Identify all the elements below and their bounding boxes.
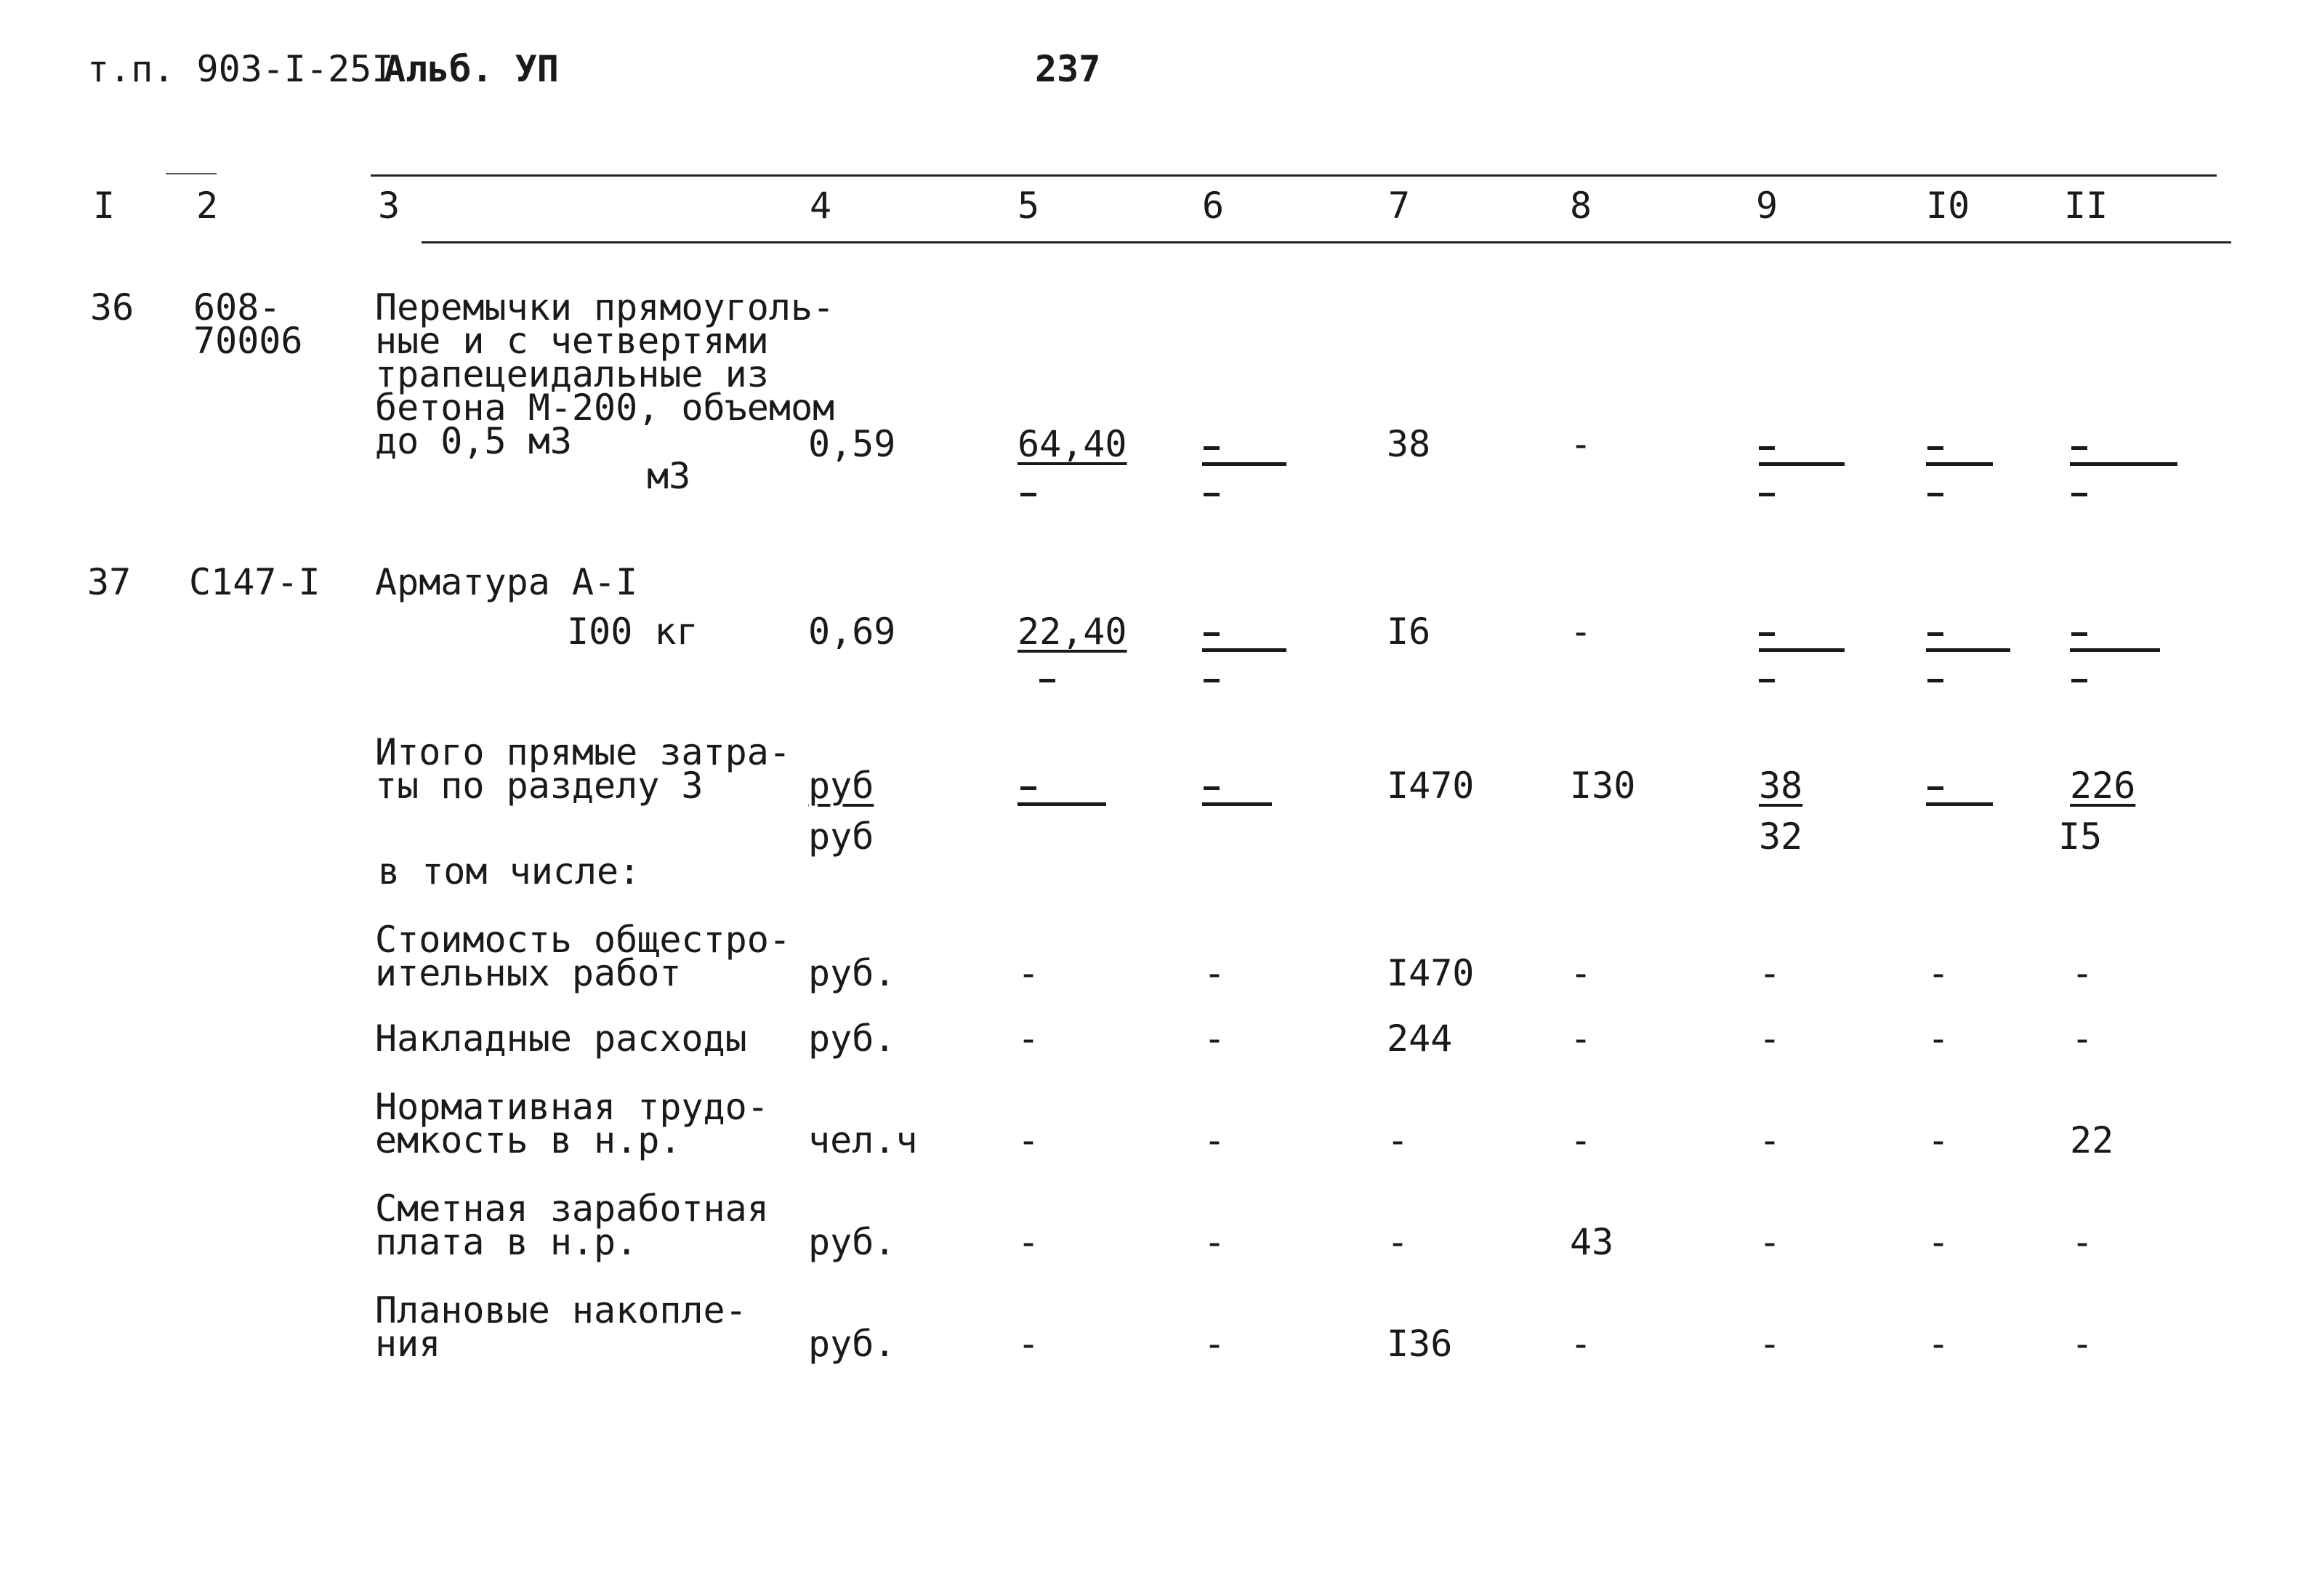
row-37-col11-dash-bottom [2071, 679, 2087, 682]
row-36-col9-dash-top [1759, 446, 1775, 450]
wages-col6: - [1204, 1221, 1226, 1263]
general-unit: руб. [808, 952, 896, 994]
total-col10-rule [1926, 802, 1993, 806]
row-37-col6-dash-bottom [1204, 679, 1220, 682]
album-label: Альб. УП [384, 48, 559, 90]
total-unit-top: руб [808, 765, 874, 807]
row-36-unit: м3 [647, 455, 691, 497]
savings-col7: I36 [1387, 1323, 1453, 1365]
row-37-col9-dash-bottom [1759, 679, 1775, 682]
general-col8: - [1570, 952, 1592, 994]
column-header-11: II [2064, 185, 2108, 227]
row-36-col5-value: 64,40 [1017, 423, 1127, 465]
total-col9-bottom: 32 [1759, 815, 1803, 858]
general-col11: - [2071, 952, 2094, 994]
savings-col11: - [2071, 1323, 2094, 1365]
row-37-desc: Арматура А-I [375, 561, 638, 603]
row-36-col10-rule [1926, 462, 1993, 466]
row-36-col6-dash-top [1204, 446, 1220, 450]
total-col6-dash [1204, 786, 1220, 790]
row-37-col9-dash-top [1759, 632, 1775, 636]
row-36-col11-dash-bottom [2071, 493, 2087, 496]
general-desc-line2: ительных работ [375, 952, 682, 994]
total-col11-bottom: I5 [2058, 815, 2103, 858]
row-36-col10-dash-bottom [1927, 493, 1943, 496]
total-col5-dash [1020, 786, 1036, 790]
wages-desc-line1: Сметная заработная [375, 1188, 769, 1230]
column-header-4: 4 [810, 185, 832, 227]
total-col6-rule [1202, 802, 1272, 806]
row-37-col7-value: I6 [1387, 610, 1431, 653]
overhead-unit: руб. [808, 1017, 896, 1060]
overhead-col8: - [1570, 1017, 1592, 1060]
total-col10-dash [1927, 786, 1943, 790]
row-36-col9-dash-bottom [1759, 493, 1775, 496]
column-header-5: 5 [1017, 185, 1040, 227]
row-37-col8-value: - [1570, 610, 1592, 653]
overhead-col10: - [1927, 1017, 1950, 1060]
labor-col11: 22 [2070, 1119, 2114, 1161]
row-36-code-line1: 608- [193, 286, 281, 329]
wages-col9: - [1759, 1221, 1781, 1263]
general-col6: - [1204, 952, 1226, 994]
overhead-col9: - [1759, 1017, 1781, 1060]
column-header-10: I0 [1926, 185, 1970, 227]
labor-unit: чел.ч [808, 1119, 918, 1161]
general-col9: - [1759, 952, 1781, 994]
column-header-3: 3 [378, 185, 400, 227]
row-37-col11-dash-top [2071, 632, 2087, 636]
column-header-1: I [93, 185, 116, 227]
row-37-col5-dash [1039, 679, 1055, 682]
header-bottom-rule [422, 241, 2231, 243]
row-37-col6-dash-top [1204, 632, 1220, 636]
row-36-desc-line2: ные и с четвертями [375, 320, 769, 362]
general-col10: - [1927, 952, 1950, 994]
row-36-col8-value: - [1570, 423, 1592, 465]
total-col8-value: I30 [1570, 765, 1636, 807]
page-number: 237 [1035, 48, 1101, 90]
row-36-desc-line1: Перемычки прямоуголь- [375, 286, 835, 329]
row-36-col5-dash [1020, 493, 1036, 496]
savings-unit: руб. [808, 1323, 896, 1365]
row-36-col7-value: 38 [1387, 423, 1431, 465]
row-36-quantity: 0,59 [808, 423, 896, 465]
row-37-col10-rule [1926, 648, 2010, 652]
column-header-8: 8 [1570, 185, 1592, 227]
header-top-rule [371, 174, 2217, 177]
wages-col5: - [1017, 1221, 1040, 1263]
row-37-col6-rule [1202, 648, 1286, 652]
labor-col8: - [1570, 1119, 1592, 1161]
row-37-unit: I00 кг [567, 610, 698, 653]
header-top-rule-short [166, 173, 217, 174]
labor-desc-line2: емкость в н.р. [375, 1119, 682, 1161]
row-36-desc-line3: трапецеидальные из [375, 353, 769, 395]
total-col9-top: 38 [1759, 765, 1803, 807]
row-37-col9-rule [1759, 648, 1845, 652]
wages-unit: руб. [808, 1221, 896, 1263]
savings-col5: - [1017, 1323, 1040, 1365]
row-36-desc-line4: бетона М-200, объемом [375, 387, 835, 429]
row-37-code: С147-I [189, 561, 321, 603]
row-36-col10-dash-top [1927, 446, 1943, 450]
savings-col9: - [1759, 1323, 1781, 1365]
savings-desc-line1: Плановые накопле- [375, 1289, 747, 1331]
total-desc-line1: Итого прямые затра- [375, 731, 791, 773]
savings-col8: - [1570, 1323, 1592, 1365]
savings-col6: - [1204, 1323, 1226, 1365]
wages-col11: - [2071, 1221, 2094, 1263]
wages-desc-line2: плата в н.р. [375, 1221, 638, 1263]
row-36-code-line2: 70006 [193, 320, 303, 362]
row-37-col10-dash-top [1927, 632, 1943, 636]
column-header-7: 7 [1388, 185, 1411, 227]
labor-col6: - [1204, 1119, 1226, 1161]
row-36-col6-rule [1202, 462, 1286, 466]
row-37-col5-value: 22,40 [1017, 610, 1127, 653]
general-desc-line1: Стоимость общестро- [375, 919, 791, 961]
column-header-6: 6 [1202, 185, 1225, 227]
overhead-col6: - [1204, 1017, 1226, 1060]
document-reference: т.п. 903-I-25I [87, 48, 394, 90]
overhead-col11: - [2071, 1017, 2094, 1060]
wages-col7: - [1387, 1221, 1409, 1263]
total-col5-rule [1017, 802, 1106, 806]
total-desc-line2: ты по разделу 3 [375, 765, 704, 807]
savings-col10: - [1927, 1323, 1950, 1365]
total-col7-value: I470 [1387, 765, 1475, 807]
overhead-col5: - [1017, 1017, 1040, 1060]
row-36-col9-rule [1759, 462, 1845, 466]
general-col7: I470 [1387, 952, 1475, 994]
row-37-col11-rule [2070, 648, 2160, 652]
labor-col9: - [1759, 1119, 1781, 1161]
total-col11-top: 226 [2070, 765, 2136, 807]
column-header-2: 2 [196, 185, 219, 227]
labor-desc-line1: Нормативная трудо- [375, 1086, 769, 1128]
labor-col7: - [1387, 1119, 1409, 1161]
labor-col10: - [1927, 1119, 1950, 1161]
row-36-col11-rule [2070, 462, 2177, 466]
savings-desc-line2: ния [375, 1323, 441, 1365]
general-col5: - [1017, 952, 1040, 994]
row-36-col6-dash-bottom [1204, 493, 1220, 496]
column-header-9: 9 [1756, 185, 1778, 227]
wages-col10: - [1927, 1221, 1950, 1263]
row-36-col11-dash-top [2071, 446, 2087, 450]
row-36-desc-line5: до 0,5 м3 [375, 420, 572, 462]
including-label: в том числе: [378, 850, 641, 892]
row-37-col10-dash-bottom [1927, 679, 1943, 682]
overhead-desc: Накладные расходы [375, 1017, 747, 1060]
row-37-quantity: 0,69 [808, 610, 896, 653]
total-unit-bottom: руб [808, 815, 874, 858]
labor-col5: - [1017, 1119, 1040, 1161]
overhead-col7: 244 [1387, 1017, 1453, 1060]
row-36-number: 36 [90, 286, 134, 329]
wages-col8: 43 [1570, 1221, 1614, 1263]
row-37-number: 37 [87, 561, 132, 603]
